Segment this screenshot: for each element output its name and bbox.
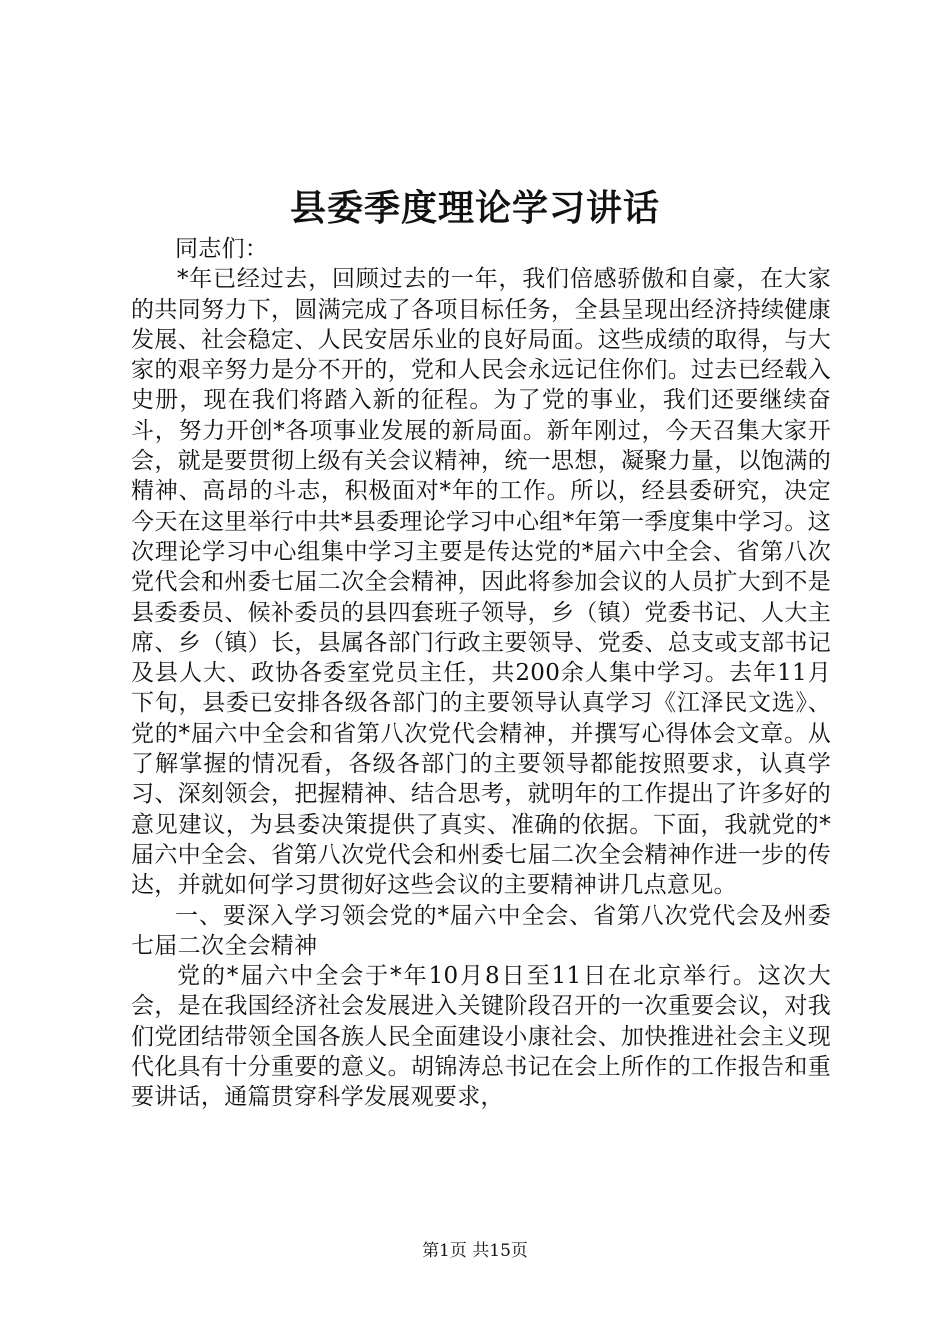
body-paragraph: *年已经过去，回顾过去的一年，我们倍感骄傲和自豪，在大家的共同努力下，圆满完成了各项目标任务，全县呈现出经济持续健康发展、社会稳定、人民安居乐业的良好局面。这些成绩的取得，与大家的艰辛努力是分不开的，党和人民会永远记住你们。过去已经载入史册，现在我们将踏入新的征程。为了党的事业，我们还要继续奋斗，努力开创*各项事业发展的新局面。新年刚过，今天召集大家开会，就是要贯彻上级有关会议精神，统一思想，凝聚力量，以饱满的精神、高昂的斗志，积极面对*年的工作。所以，经县委研究，决定今天在这里举行中共*县委理论学习中心组*年第一季度集中学习。这次理论学习中心组集中学习主要是传达党的*届六中全会、省第八次党代会和州委七届二次全会精神，因此将参加会议的人员扩大到不是县委委员、候补委员的县四套班子领导，乡（镇）党委书记、人大主席、乡（镇）长，县属各部门行政主要领导、党委、总支或支部书记及县人大、政协各委室党员主任，共200余人集中学习。去年11月下旬，县委已安排各级各部门的主要领导认真学习《江泽民文选》、党的*届六中全会和省第八次党代会精神，并撰写心得体会文章。从了解掌握的情况看，各级各部门的主要领导都能按照要求，认真学习、深刻领会，把握精神、结合思考，就明年的工作提出了许多好的意见建议，为县委决策提供了真实、准确的依据。下面，我就党的*届六中全会、省第八次党代会和州委七届二次全会精神作进一步的传达，并就如何学习贯彻好这些会议的主要精神讲几点意见。	[131, 266, 831, 899]
section-heading: 一、要深入学习领会党的*届六中全会、省第八次党代会及州委七届二次全会精神	[131, 902, 831, 959]
salutation: 同志们：	[175, 236, 269, 262]
document-body	[131, 234, 831, 1113]
document-title: 县委季度理论学习讲话	[289, 188, 660, 229]
section-paragraph: 党的*届六中全会于*年10月8日至11日在北京举行。这次大会，是在我国经济社会发展进入关键阶段召开的一次重要会议，对我们党团结带领全国各族人民全面建设小康社会、加快推进社会主义现代化具有十分重要的意义。胡锦涛总书记在会上所作的工作报告和重要讲话，通篇贯穿科学发展观要求，	[131, 963, 831, 1111]
page-number-footer: 第1页 共15页	[422, 1241, 528, 1261]
